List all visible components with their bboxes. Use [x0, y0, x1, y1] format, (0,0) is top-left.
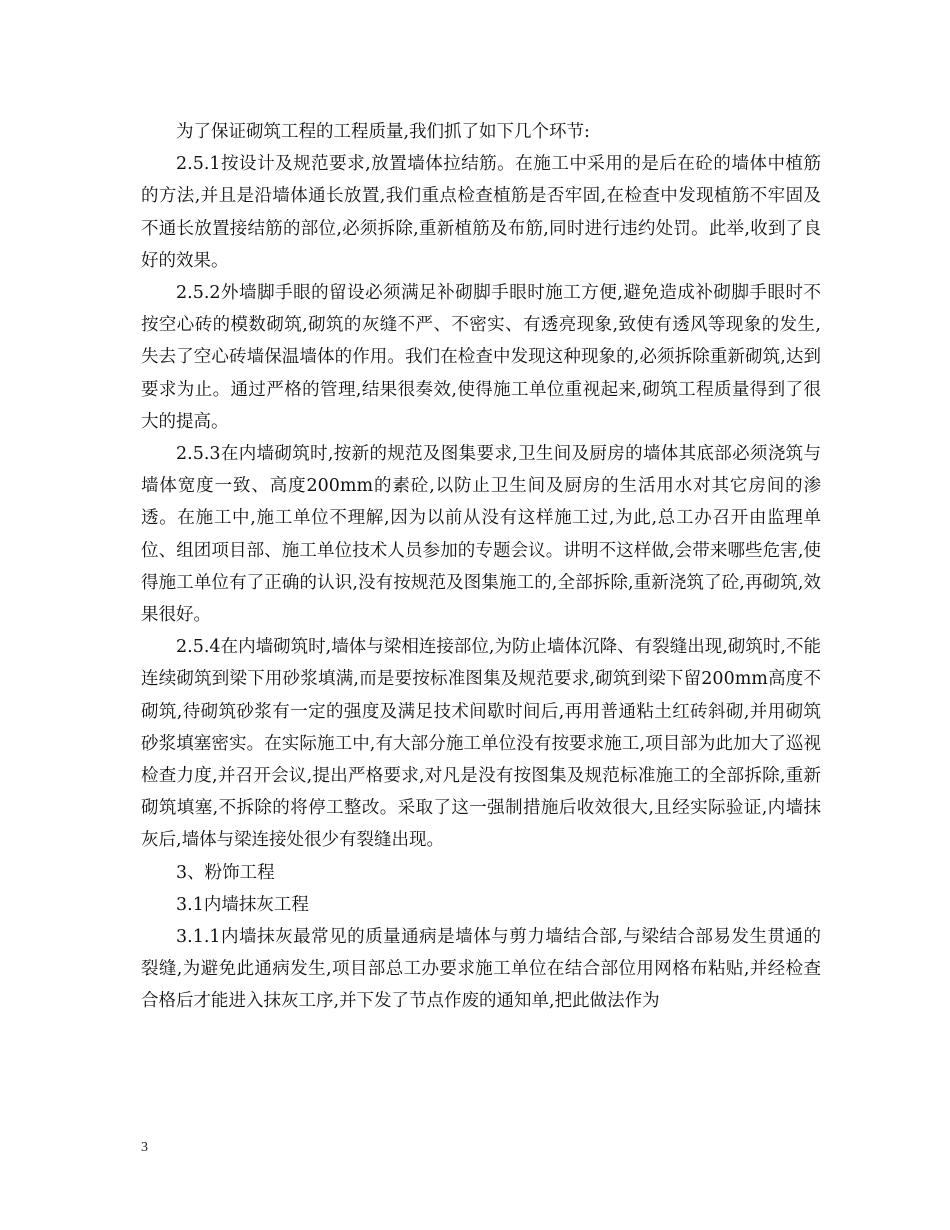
paragraph-3-1-1: 3.1.1内墙抹灰最常见的质量通病是墙体与剪力墙结合部,与梁结合部易发生贯通的裂缝,为避免此通病发生,项目部总工办要求施工单位在结合部位用网格布粘贴,并经检查合格后才能进入抹灰工序,并下发了节点作废的通知单,把此做法作为	[141, 927, 821, 1012]
paragraph-intro: 为了保证砌筑工程的工程质量,我们抓了如下几个环节:	[176, 122, 590, 142]
paragraph-2-5-2: 2.5.2外墙脚手眼的留设必须满足补砌脚手眼时施工方便,避免造成补砌脚手眼时不按空心砖的模数砌筑,砌筑的灰缝不严、不密实、有透亮现象,致使有透风等现象的发生,失去了空心砖墙保温墙体的作用。我们在检查中发现这种现象的,必须拆除重新砌筑,达到要求为止。通过严格的管理,结果很奏效,使得施工单位重视起来,砌筑工程质量得到了很大的提高。	[141, 283, 821, 432]
paragraph-2-5-3: 2.5.3在内墙砌筑时,按新的规范及图集要求,卫生间及厨房的墙体其底部必须浇筑与墙体宽度一致、高度200mm的素砼,以防止卫生间及厨房的生活用水对其它房间的渗透。在施工中,施工单位不理解,因为以前从没有这样施工过,为此,总工办召开由监理单位、组团项目部、施工单位技术人员参加的专题会议。讲明不这样做,会带来哪些危害,使得施工单位有了正确的认识,没有按规范及图集施工的,全部拆除,重新浇筑了砼,再砌筑,效果很好。	[141, 444, 821, 626]
section-heading-3: 3、粉饰工程	[176, 862, 275, 883]
paragraph-2-5-1: 2.5.1按设计及规范要求,放置墙体拉结筋。在施工中采用的是后在砼的墙体中植筋的方法,并且是沿墙体通长放置,我们重点检查植筋是否牢固,在检查中发现植筋不牢固及不通长放置接结筋的部位,必须拆除,重新植筋及布筋,同时进行违约处罚。此举,收到了良好的效果。	[141, 154, 821, 271]
page-number: 3	[141, 1140, 148, 1155]
paragraph-2-5-4: 2.5.4在内墙砌筑时,墙体与梁相连接部位,为防止墙体沉降、有裂缝出现,砌筑时,不能连续砌筑到梁下用砂浆填满,而是要按标准图集及规范要求,砌筑到梁下留200mm高度不砌筑,待砌筑砂浆有一定的强度及满足技术间歇时间后,再用普通粘土红砖斜砌,并用砌筑砂浆填塞密实。在实际施工中,有大部分施工单位没有按要求施工,项目部为此加大了巡视检查力度,并召开会议,提出严格要求,对凡是没有按图集及规范标准施工的全部拆除,重新砌筑填塞,不拆除的将停工整改。采取了这一强制措施后收效很大,且经实际验证,内墙抹灰后,墙体与梁连接处很少有裂缝出现。	[141, 637, 821, 851]
section-heading-3-1: 3.1内墙抹灰工程	[176, 894, 309, 915]
document-body	[141, 116, 821, 1018]
